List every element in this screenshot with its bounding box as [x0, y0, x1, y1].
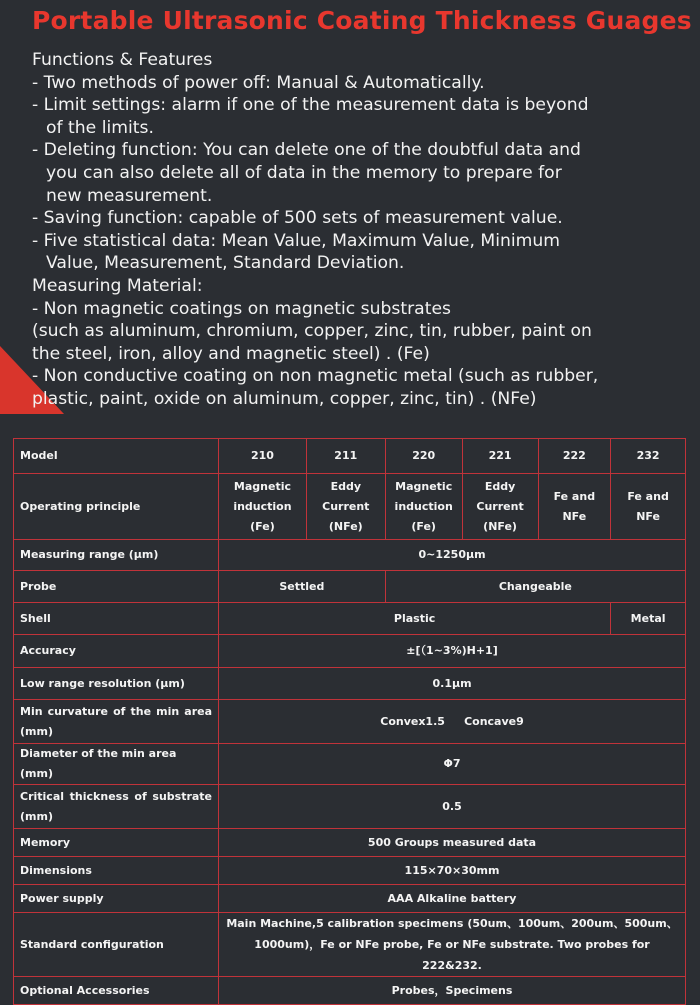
cell-text: Fe and	[553, 489, 596, 503]
cell-text: Main Machine,5 calibration specimens (50um、100um、200um、500um、	[226, 917, 678, 930]
probe-changeable: Changeable	[385, 571, 685, 603]
material-heading: Measuring Material:	[32, 275, 203, 296]
cell-text: Eddy	[484, 479, 516, 493]
table-row-resolution	[14, 668, 686, 700]
accessories-value: Probes，Specimens	[219, 977, 686, 1005]
dimensions-label: Dimensions	[14, 857, 219, 885]
cell-text: 1000um)，Fe or NFe probe, Fe or NFe substrate. Two probes for 222&232.	[254, 938, 650, 972]
model-cell: 222	[538, 439, 611, 474]
shell-label: Shell	[14, 603, 219, 635]
table-row-power	[14, 885, 686, 913]
cell-text: Magnetic	[395, 479, 453, 493]
shell-metal: Metal	[611, 603, 686, 635]
table-row-accessories	[14, 977, 686, 1005]
cell-text: NFe	[636, 509, 660, 523]
memory-label: Memory	[14, 829, 219, 857]
table-row-model	[14, 439, 686, 474]
principle-cell	[306, 474, 385, 540]
model-cell: 232	[611, 439, 686, 474]
table-row-critical	[14, 785, 686, 829]
cell-text: NFe	[562, 509, 587, 523]
range-label: Measuring range (μm)	[14, 540, 219, 571]
spec-table	[13, 438, 686, 1005]
cell-text: (NFe)	[483, 519, 517, 533]
material-line: - Non conductive coating on non magnetic metal (such as rubber,	[32, 366, 599, 387]
cell-text: (NFe)	[328, 519, 363, 533]
cell-text: (Fe)	[250, 519, 275, 533]
resolution-value: 0.1μm	[219, 668, 686, 700]
model-cell: 210	[219, 439, 307, 474]
features-heading: Functions & Features	[32, 50, 213, 70]
cell-text: Fe and	[627, 489, 669, 503]
principle-cell	[385, 474, 462, 540]
cell-text: Current	[476, 499, 524, 513]
model-label: Model	[14, 439, 219, 474]
table-row-accuracy	[14, 635, 686, 668]
principle-cell	[611, 474, 686, 540]
config-value	[219, 913, 686, 977]
critical-value: 0.5	[219, 785, 686, 829]
cell-text: induction	[233, 499, 292, 513]
feature-line: - Five statistical data: Mean Value, Maximum Value, Minimum	[32, 230, 561, 251]
accuracy-value: ±[（1~3%)H+1]	[219, 635, 686, 668]
table-row-shell	[14, 603, 686, 635]
diameter-label: Diameter of the min area (mm)	[14, 744, 219, 785]
memory-value: 500 Groups measured data	[219, 829, 686, 857]
diameter-value: Φ7	[219, 744, 686, 785]
cell-text: Critical thickness of substrate	[20, 789, 213, 803]
cell-text: (mm)	[20, 809, 53, 823]
cell-text: Eddy	[330, 479, 361, 493]
accessories-label: Optional Accessories	[14, 977, 219, 1005]
cell-text: (mm)	[20, 724, 53, 738]
feature-line: Value, Measurement, Standard Deviation.	[46, 253, 405, 274]
material-line: - Non magnetic coatings on magnetic substrates	[32, 298, 451, 319]
power-value: AAA Alkaline battery	[219, 885, 686, 913]
cell-text: Current	[322, 499, 370, 513]
curvature-value: Convex1.5 Concave9	[219, 700, 686, 744]
accuracy-label: Accuracy	[14, 635, 219, 668]
power-label: Power supply	[14, 885, 219, 913]
material-line: the steel, iron, alloy and magnetic steel) . (Fe)	[32, 343, 430, 364]
shell-plastic: Plastic	[219, 603, 611, 635]
principle-cell	[538, 474, 611, 540]
principle-label: Operating principle	[14, 474, 219, 540]
curvature-label	[14, 700, 219, 744]
model-cell: 221	[462, 439, 538, 474]
principle-cell	[462, 474, 538, 540]
model-cell: 220	[385, 439, 462, 474]
table-row-principle	[14, 474, 686, 540]
table-row-curvature	[14, 700, 686, 744]
principle-cell	[219, 474, 307, 540]
material-line: (such as aluminum, chromium, copper, zinc, tin, rubber, paint on	[32, 321, 592, 342]
critical-label	[14, 785, 219, 829]
table-row-memory	[14, 829, 686, 857]
features-text	[32, 49, 682, 411]
feature-line: - Deleting function: You can delete one of the doubtful data and	[32, 140, 581, 161]
resolution-label: Low range resolution (μm)	[14, 668, 219, 700]
cell-text: (Fe)	[411, 519, 436, 533]
feature-line: - Saving function: capable of 500 sets of measurement value.	[32, 208, 563, 229]
table-row-config	[14, 913, 686, 977]
dimensions-value: 115×70×30mm	[219, 857, 686, 885]
table-row-dimensions	[14, 857, 686, 885]
probe-label: Probe	[14, 571, 219, 603]
model-cell: 211	[306, 439, 385, 474]
feature-line: - Limit settings: alarm if one of the measurement data is beyond	[32, 95, 589, 116]
cell-text: Magnetic	[233, 479, 291, 493]
feature-line: of the limits.	[46, 117, 154, 138]
feature-line: you can also delete all of data in the memory to prepare for	[46, 162, 562, 183]
table-row-diameter	[14, 744, 686, 785]
table-row-probe	[14, 571, 686, 603]
material-line: plastic, paint, oxide on aluminum, copper, zinc, tin) . (NFe)	[32, 388, 537, 409]
feature-line: - Two methods of power off: Manual & Automatically.	[32, 72, 485, 93]
range-value: 0~1250μm	[219, 540, 686, 571]
probe-settled: Settled	[219, 571, 386, 603]
cell-text: Min curvature of the min area	[20, 704, 213, 718]
table-row-range	[14, 540, 686, 571]
page-title: Portable Ultrasonic Coating Thickness Guages	[32, 6, 692, 35]
cell-text: induction	[394, 499, 453, 513]
feature-line: new measurement.	[46, 185, 213, 206]
config-label: Standard configuration	[14, 913, 219, 977]
